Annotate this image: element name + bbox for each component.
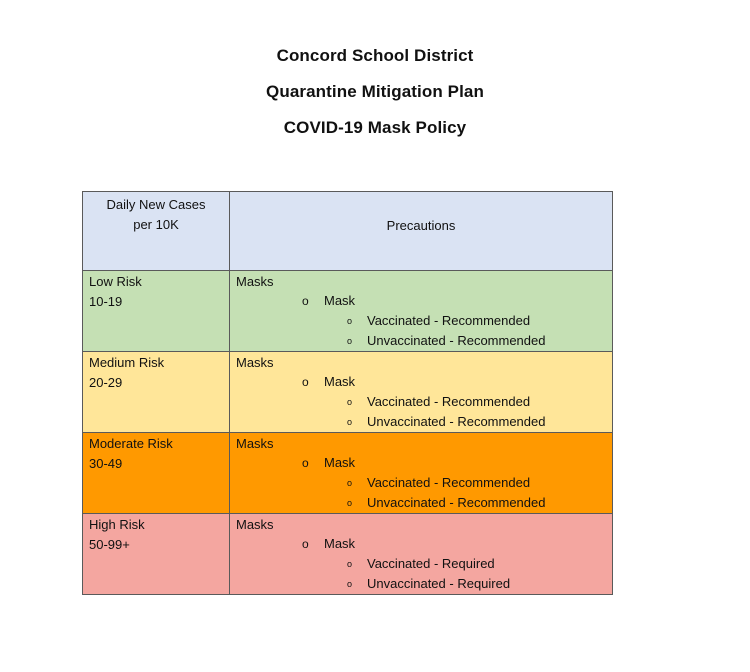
district-title: Concord School District xyxy=(276,46,474,65)
unvaccinated-label: Unvaccinated - Required xyxy=(367,576,511,591)
risk-level: High Risk xyxy=(89,517,145,532)
header-cases-line-2: per 10K xyxy=(133,217,179,232)
risk-cell xyxy=(83,352,230,433)
unvaccinated-item xyxy=(236,412,612,432)
bullet-icon: o xyxy=(302,537,309,551)
precautions-cell xyxy=(230,271,613,352)
vaccinated-item xyxy=(236,392,612,412)
unvaccinated-item xyxy=(236,574,612,594)
risk-range: 50-99+ xyxy=(89,537,130,552)
header-cases-line-1: Daily New Cases xyxy=(106,197,206,212)
unvaccinated-label: Unvaccinated - Recommended xyxy=(367,414,546,429)
section-label: Masks xyxy=(236,436,274,451)
mask-label: Mask xyxy=(324,536,356,551)
sub-bullet-icon: o xyxy=(347,579,353,589)
unvaccinated-item xyxy=(236,493,612,513)
mask-label: Mask xyxy=(324,374,356,389)
risk-cell xyxy=(83,433,230,514)
unvaccinated-item xyxy=(236,331,612,351)
section-label: Masks xyxy=(236,517,274,532)
mask-item xyxy=(236,534,612,554)
risk-level: Low Risk xyxy=(89,274,142,289)
mask-item xyxy=(236,372,612,392)
sub-bullet-icon: o xyxy=(347,316,353,326)
table-row xyxy=(83,433,613,514)
sub-bullet-icon: o xyxy=(347,417,353,427)
document-titles xyxy=(0,38,750,146)
unvaccinated-label: Unvaccinated - Recommended xyxy=(367,333,546,348)
header-cases-cell xyxy=(83,192,230,271)
risk-cell xyxy=(83,514,230,595)
mask-label: Mask xyxy=(324,455,356,470)
vaccinated-label: Vaccinated - Required xyxy=(367,556,495,571)
bullet-icon: o xyxy=(302,375,309,389)
sub-bullet-icon: o xyxy=(347,397,353,407)
sub-bullet-icon: o xyxy=(347,559,353,569)
precautions-cell xyxy=(230,433,613,514)
sub-bullet-icon: o xyxy=(347,336,353,346)
vaccinated-item xyxy=(236,473,612,493)
risk-range: 20-29 xyxy=(89,375,123,390)
vaccinated-label: Vaccinated - Recommended xyxy=(367,313,531,328)
sub-bullet-icon: o xyxy=(347,478,353,488)
vaccinated-item xyxy=(236,554,612,574)
sub-bullet-icon: o xyxy=(347,498,353,508)
mask-label: Mask xyxy=(324,293,356,308)
policy-title: COVID-19 Mask Policy xyxy=(283,118,467,137)
risk-level: Moderate Risk xyxy=(89,436,173,451)
mask-item xyxy=(236,291,612,311)
mask-item xyxy=(236,453,612,473)
unvaccinated-label: Unvaccinated - Recommended xyxy=(367,495,546,510)
plan-title: Quarantine Mitigation Plan xyxy=(266,82,484,101)
table-row xyxy=(83,352,613,433)
header-precautions-cell: Precautions xyxy=(230,192,613,271)
section-label: Masks xyxy=(236,355,274,370)
vaccinated-label: Vaccinated - Recommended xyxy=(367,475,531,490)
vaccinated-item xyxy=(236,311,612,331)
precautions-cell xyxy=(230,514,613,595)
precautions-cell xyxy=(230,352,613,433)
table-header-row xyxy=(83,192,613,271)
section-label: Masks xyxy=(236,274,274,289)
bullet-icon: o xyxy=(302,294,309,308)
risk-range: 30-49 xyxy=(89,456,123,471)
risk-level: Medium Risk xyxy=(89,355,165,370)
table-row xyxy=(83,514,613,595)
risk-cell xyxy=(83,271,230,352)
risk-range: 10-19 xyxy=(89,294,123,309)
table-row xyxy=(83,271,613,352)
mask-policy-table xyxy=(82,191,613,595)
vaccinated-label: Vaccinated - Recommended xyxy=(367,394,531,409)
bullet-icon: o xyxy=(302,456,309,470)
